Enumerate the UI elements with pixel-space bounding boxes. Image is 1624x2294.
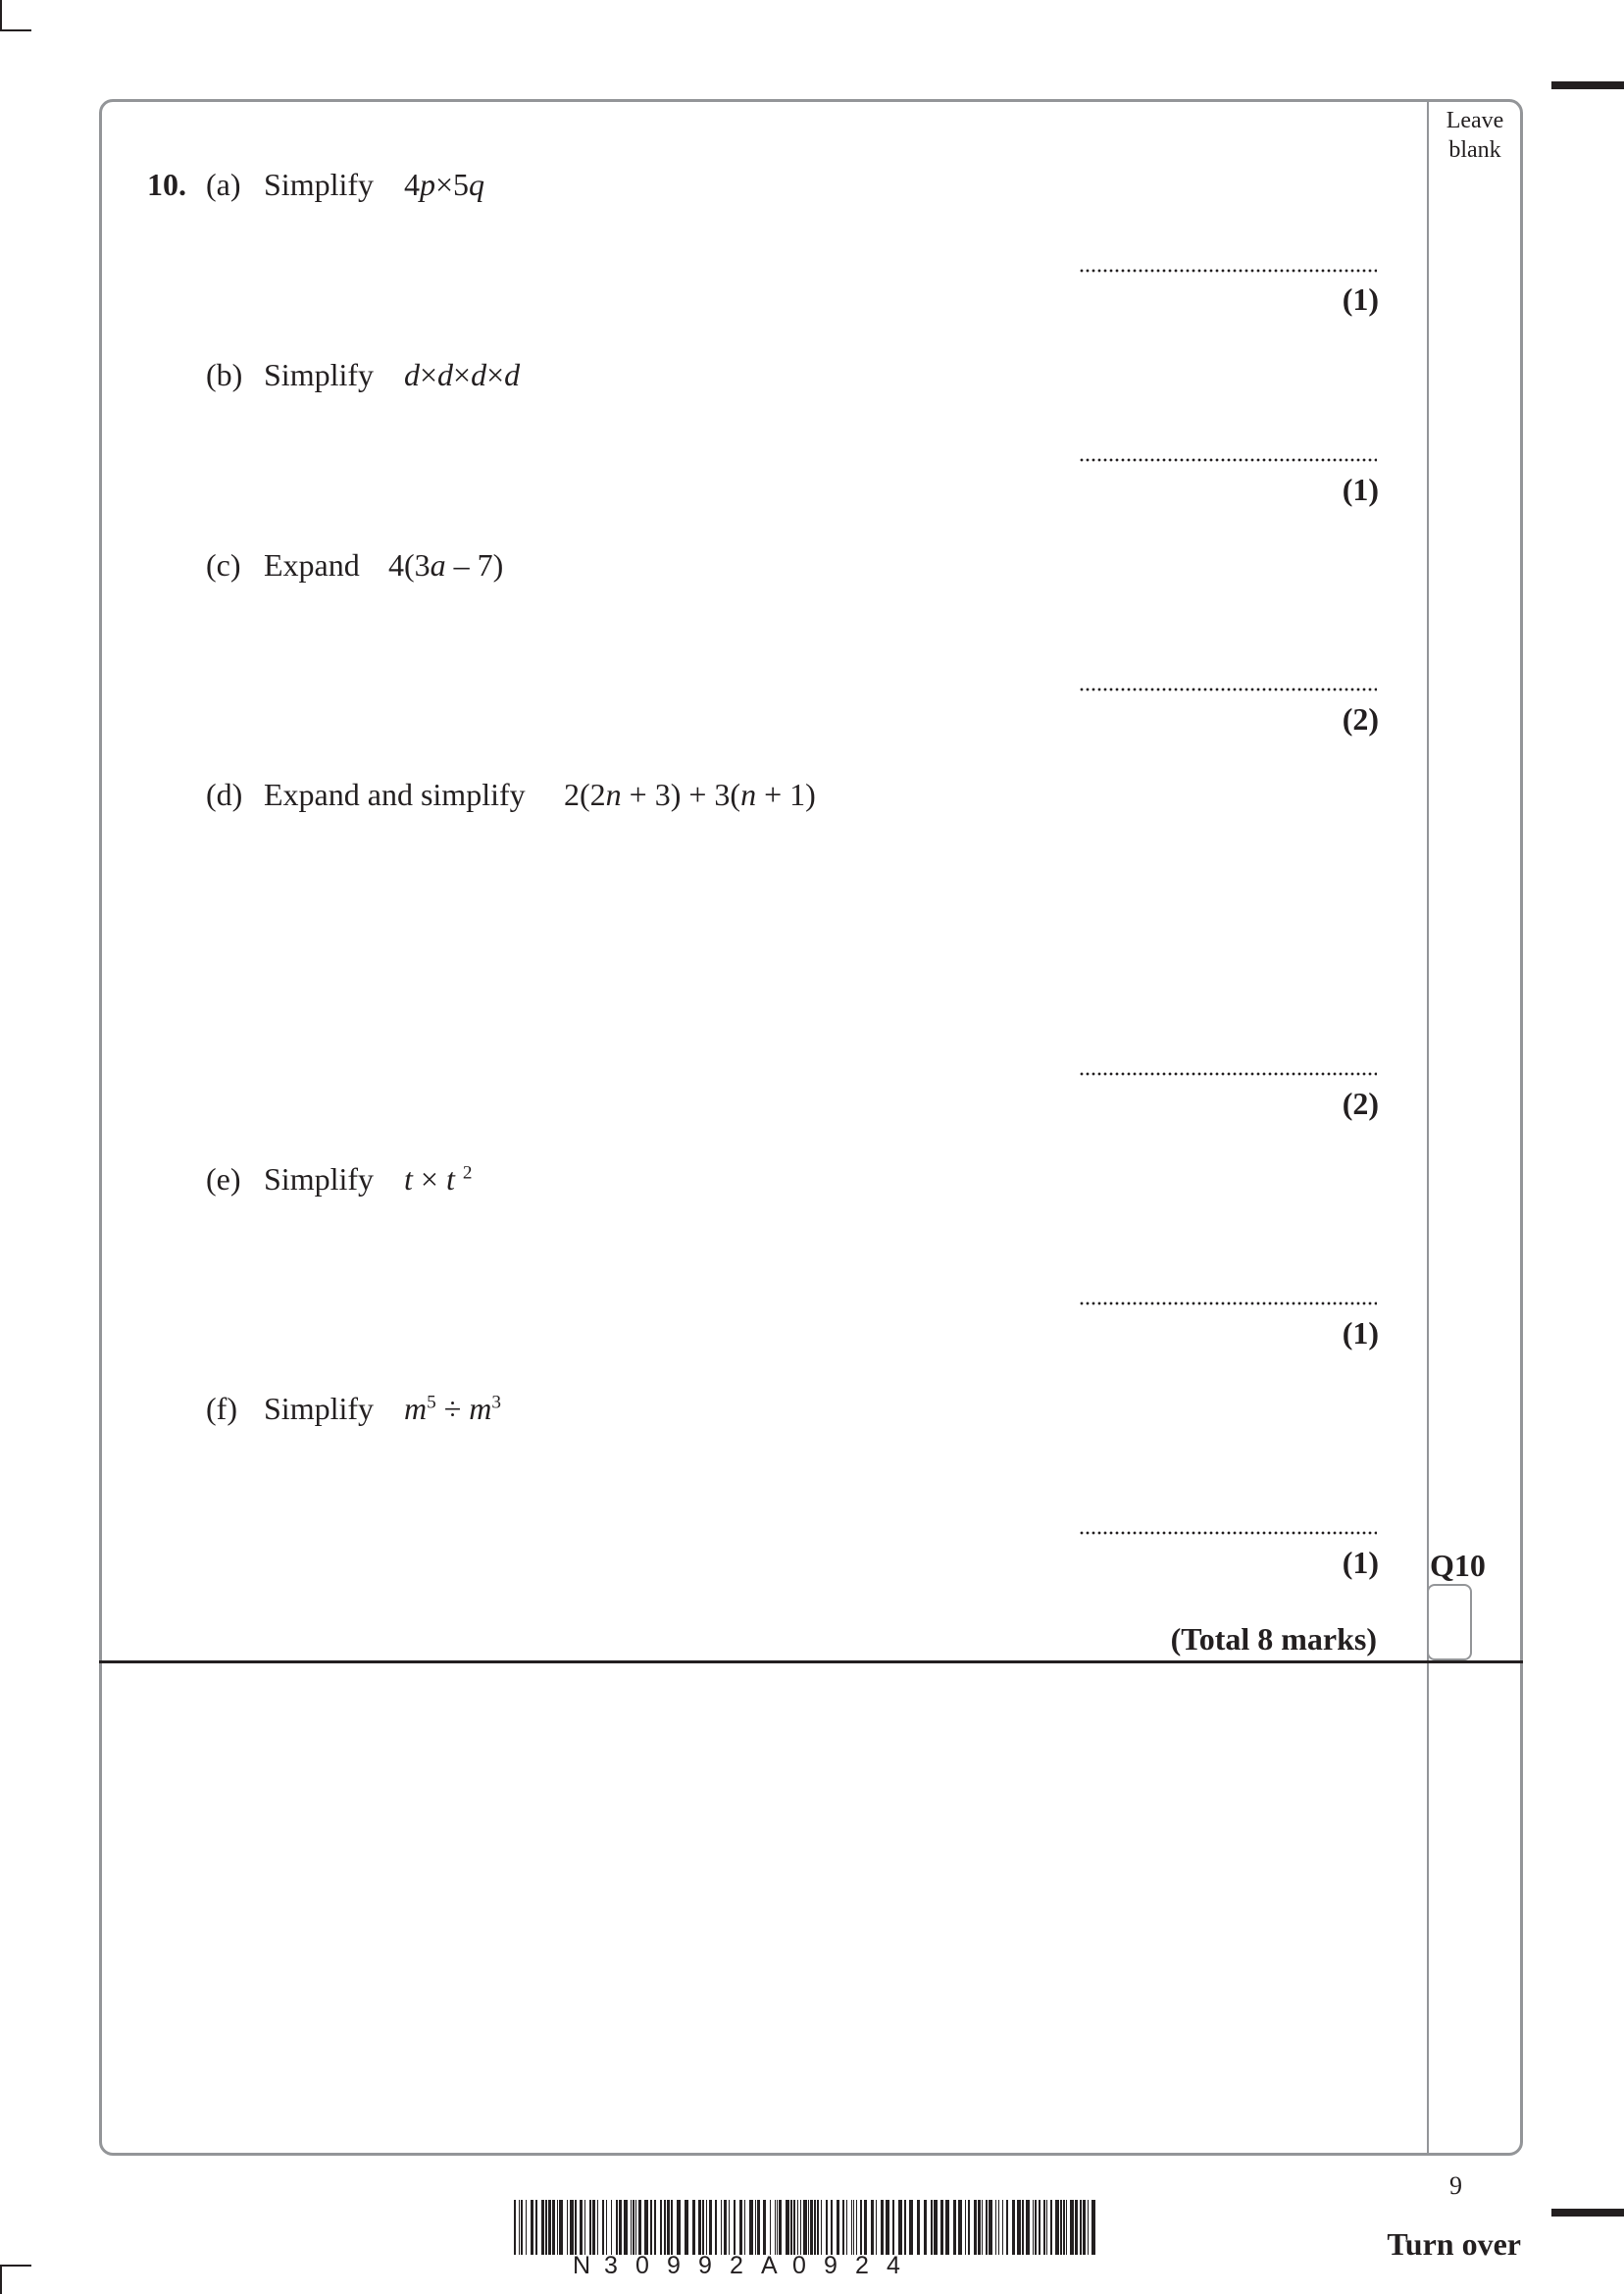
barcode-bar (978, 2200, 981, 2255)
barcode-bar (671, 2200, 673, 2255)
marks-c: (2) (1342, 701, 1379, 737)
barcode-bar (1066, 2200, 1067, 2255)
barcode-bar (635, 2200, 636, 2255)
crop-mark-bottom-left-horizontal (0, 2265, 31, 2267)
question-part-a (147, 165, 186, 204)
barcode-bar (592, 2200, 595, 2255)
barcode-graphic (514, 2200, 1102, 2255)
barcode-bar (982, 2200, 983, 2255)
barcode-bar (706, 2200, 707, 2255)
part-d-instruction: Expand and simplify (264, 777, 526, 812)
part-d-label: (d) (206, 777, 243, 812)
barcode-bar (1046, 2200, 1047, 2255)
barcode-bar (934, 2200, 938, 2255)
barcode-bar (729, 2200, 730, 2255)
barcode-bar (619, 2200, 622, 2255)
barcode-bar (940, 2200, 943, 2255)
barcode-bar (965, 2200, 966, 2255)
barcode-bar (541, 2200, 544, 2255)
part-f-expression: $m^5 \div m^3$ (404, 1391, 501, 1426)
part-a-text (264, 165, 374, 204)
barcode-bar (734, 2200, 736, 2255)
part-f-label: (f) (206, 1391, 237, 1426)
barcode-bar (548, 2200, 551, 2255)
answer-line-b[interactable] (1079, 457, 1377, 463)
barcode-char: 3 (604, 2252, 618, 2279)
barcode-bar (779, 2200, 782, 2255)
barcode-bar (797, 2200, 798, 2255)
barcode-bar (749, 2200, 753, 2255)
barcode-bar (856, 2200, 857, 2255)
part-a-prompt (206, 165, 241, 204)
barcode-bar (744, 2200, 745, 2255)
barcode-bar (611, 2200, 612, 2255)
barcode-bar (1043, 2200, 1045, 2255)
barcode-bar (638, 2200, 641, 2255)
barcode-bar (531, 2200, 533, 2255)
barcode-bar (876, 2200, 877, 2255)
barcode-bar (1083, 2200, 1086, 2255)
barcode-bar (826, 2200, 828, 2255)
barcode-bar (521, 2200, 523, 2255)
barcode-bar (786, 2200, 789, 2255)
barcode-bar (953, 2200, 956, 2255)
barcode-char: 9 (698, 2252, 712, 2279)
barcode-bar (1091, 2200, 1095, 2255)
barcode-bar (644, 2200, 648, 2255)
part-e-instruction: Simplify (264, 1161, 375, 1197)
barcode-bar (557, 2200, 558, 2255)
barcode-bar (514, 2200, 516, 2255)
barcode-bar (709, 2200, 712, 2255)
answer-line-f[interactable] (1079, 1530, 1377, 1536)
barcode-bar (917, 2200, 920, 2255)
barcode-bar (1055, 2200, 1059, 2255)
question-score-box[interactable] (1427, 1584, 1472, 1660)
barcode-bar (851, 2200, 852, 2255)
barcode-bar (898, 2200, 902, 2255)
barcode-bar (800, 2200, 801, 2255)
barcode-bar (904, 2200, 906, 2255)
part-e-label: (e) (206, 1161, 241, 1197)
barcode-bar (698, 2200, 701, 2255)
barcode-bar (814, 2200, 816, 2255)
barcode-bar (1075, 2200, 1078, 2255)
barcode-char: 9 (667, 2252, 681, 2279)
barcode-char: 2 (730, 2252, 743, 2279)
barcode-bar (864, 2200, 867, 2255)
barcode-bar (650, 2200, 652, 2255)
part-b-instruction: Simplify (264, 357, 375, 392)
barcode-bar (909, 2200, 913, 2255)
barcode-bar (692, 2200, 695, 2255)
barcode-bar (575, 2200, 577, 2255)
barcode-bar (559, 2200, 563, 2255)
registration-mark-top-right (1551, 81, 1624, 89)
part-d-expression: 2(2n + 3) + 3(n + 1) (564, 777, 816, 812)
crop-mark-top-left-vertical (0, 0, 2, 31)
barcode-bar (931, 2200, 933, 2255)
barcode-bar (677, 2200, 681, 2255)
barcode-bar (775, 2200, 776, 2255)
barcode-bar (526, 2200, 527, 2255)
barcode-bar (810, 2200, 813, 2255)
barcode-bar (831, 2200, 833, 2255)
question-number: 10. (147, 167, 186, 202)
end-of-question-rule (99, 1660, 1523, 1663)
barcode-bar (1035, 2200, 1037, 2255)
barcode-bar (1080, 2200, 1082, 2255)
question-score-label: Q10 (1430, 1548, 1486, 1583)
crop-mark-bottom-left-vertical (0, 2265, 2, 2294)
barcode-bar (1039, 2200, 1040, 2255)
barcode-bar (589, 2200, 591, 2255)
barcode-bar (860, 2200, 862, 2255)
answer-line-c[interactable] (1079, 687, 1377, 692)
barcode-bar (702, 2200, 704, 2255)
part-c-instruction: Expand (264, 547, 360, 583)
part-b-label: (b) (206, 357, 243, 392)
barcode-bar (958, 2200, 962, 2255)
barcode-bar (886, 2200, 889, 2255)
barcode-char: 9 (824, 2252, 837, 2279)
barcode-text (573, 2252, 918, 2279)
barcode-bar (892, 2200, 894, 2255)
barcode-bar (580, 2200, 583, 2255)
barcode-bar (1012, 2200, 1015, 2255)
barcode-bar (602, 2200, 604, 2255)
barcode-bar (986, 2200, 988, 2255)
marks-d: (2) (1342, 1086, 1379, 1121)
barcode-bar (755, 2200, 756, 2255)
leave-blank-column-divider (1427, 101, 1429, 2155)
barcode-bar (584, 2200, 585, 2255)
barcode-char: N (573, 2252, 591, 2279)
barcode-bar (777, 2200, 778, 2255)
answer-line-e[interactable] (1079, 1300, 1377, 1306)
part-a-expression: 4p×5q (404, 167, 485, 202)
barcode-bar (519, 2200, 520, 2255)
registration-mark-bottom-right (1551, 2209, 1624, 2217)
barcode-bar (803, 2200, 807, 2255)
barcode-bar (552, 2200, 555, 2255)
barcode-bar (545, 2200, 547, 2255)
barcode-bar (685, 2200, 688, 2255)
part-b-expression: d×d×d×d (404, 357, 521, 392)
barcode-bar (837, 2200, 839, 2255)
barcode-bar (1050, 2200, 1052, 2255)
barcode-bar (945, 2200, 949, 2255)
barcode-bar (1070, 2200, 1074, 2255)
barcode-bar (871, 2200, 874, 2255)
part-instruction: Simplify (264, 167, 375, 202)
turn-over-label: Turn over (1387, 2226, 1521, 2262)
marks-b: (1) (1342, 472, 1379, 507)
barcode-bar (633, 2200, 634, 2255)
barcode-bar (535, 2200, 537, 2255)
barcode-bar (724, 2200, 727, 2255)
barcode-bar (1063, 2200, 1065, 2255)
barcode-bar (1006, 2200, 1008, 2255)
barcode-bar (1002, 2200, 1003, 2255)
part-f-instruction: Simplify (264, 1391, 375, 1426)
barcode-bar (974, 2200, 977, 2255)
barcode-bar (881, 2200, 884, 2255)
crop-mark-top-left-horizontal (0, 29, 31, 31)
barcode-bar (667, 2200, 670, 2255)
barcode-char: 2 (855, 2252, 869, 2279)
barcode-char: 0 (635, 2252, 649, 2279)
barcode-bar (968, 2200, 970, 2255)
barcode-bar (654, 2200, 656, 2255)
answer-frame (99, 99, 1523, 2156)
barcode-bar (606, 2200, 607, 2255)
barcode-bar (1060, 2200, 1062, 2255)
barcode-bar (817, 2200, 819, 2255)
total-marks: (Total 8 marks) (1170, 1621, 1377, 1657)
barcode-bar (989, 2200, 992, 2255)
marks-e: (1) (1342, 1315, 1379, 1351)
barcode-bar (853, 2200, 854, 2255)
barcode-bar (739, 2200, 742, 2255)
answer-line-d[interactable] (1079, 1071, 1377, 1077)
part-label: (a) (206, 167, 241, 202)
answer-line-a[interactable] (1079, 268, 1377, 274)
barcode-bar (597, 2200, 598, 2255)
barcode-bar (1022, 2200, 1024, 2255)
barcode-bar (624, 2200, 628, 2255)
barcode-bar (790, 2200, 792, 2255)
barcode-bar (715, 2200, 717, 2255)
leave-blank-heading: Leave blank (1446, 108, 1504, 163)
barcode-bar (570, 2200, 574, 2255)
barcode-bar (1033, 2200, 1034, 2255)
barcode-bar (757, 2200, 760, 2255)
barcode-bar (1088, 2200, 1089, 2255)
barcode-char: 0 (792, 2252, 806, 2279)
barcode-bar (567, 2200, 568, 2255)
barcode-bar (763, 2200, 766, 2255)
barcode-bar (721, 2200, 722, 2255)
marks-f: (1) (1342, 1545, 1379, 1580)
barcode-bar (793, 2200, 795, 2255)
barcode-bar (821, 2200, 822, 2255)
part-c-expression: 4(3a – 7) (388, 547, 504, 583)
part-e-expression: t × t $^2$ (404, 1161, 473, 1197)
barcode-char: 4 (887, 2252, 900, 2279)
barcode-bar (664, 2200, 666, 2255)
barcode-char: A (761, 2252, 778, 2279)
barcode-bar (631, 2200, 632, 2255)
barcode-bar (846, 2200, 847, 2255)
barcode-bar (770, 2200, 771, 2255)
barcode-bar (998, 2200, 999, 2255)
barcode-bar (842, 2200, 844, 2255)
barcode-bar (660, 2200, 662, 2255)
barcode-bar (808, 2200, 809, 2255)
barcode-bar (924, 2200, 927, 2255)
page-number: 9 (1449, 2171, 1462, 2200)
marks-a: (1) (1342, 281, 1379, 317)
barcode-bar (995, 2200, 996, 2255)
barcode-bar (1017, 2200, 1021, 2255)
barcode-bar (1026, 2200, 1030, 2255)
part-c-label: (c) (206, 547, 241, 583)
barcode-bar (616, 2200, 618, 2255)
